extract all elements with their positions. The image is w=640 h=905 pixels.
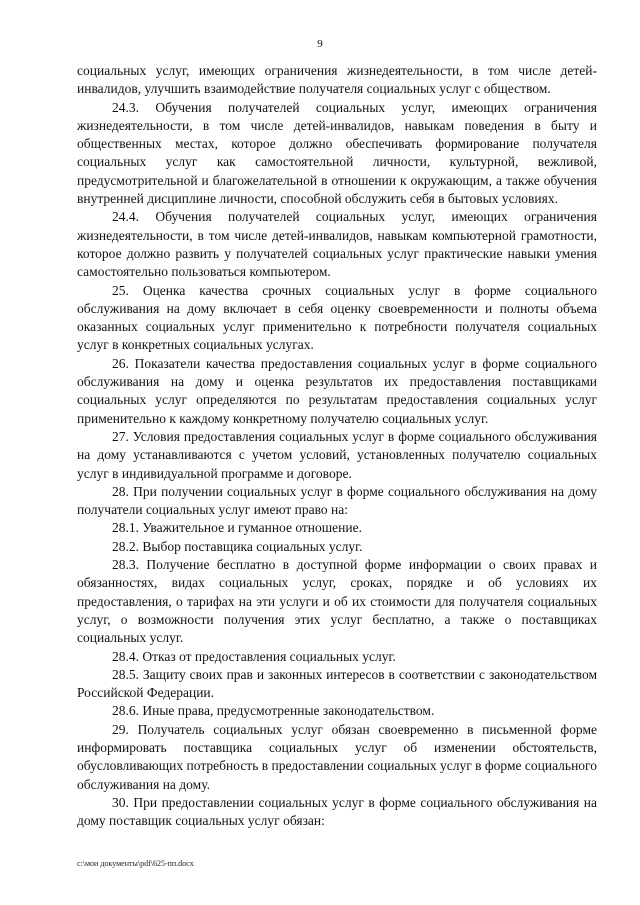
paragraph-continuation: социальных услуг, имеющих ограничения жизнедеятельности, в том числе детей-инвалидов, улучшить взаимодействие получателя социальных услуг с обществом. (77, 63, 597, 97)
paragraph-25: 25. Оценка качества срочных социальных услуг в форме социального обслуживания на дому включает в себя оценку своевременности и полноты объема оказанных социальных услуг применительно к потребности получателя социальных услуг в конкретных социальных услугах. (77, 282, 597, 353)
paragraph-24-4: 24.4. Обучения получателей социальных услуг, имеющих ограничения жизнедеятельности, в том числе детей-инвалидов, навыкам компьютерной грамотности, которое должно развить у получателей социальных услуг практические навыки умения самостоятельно пользоваться компьютером. (77, 209, 597, 280)
paragraph-28: 28. При получении социальных услуг в форме социального обслуживания на дому получатели социальных услуг имеют право на: (77, 483, 597, 518)
paragraph-30: 30. При предоставлении социальных услуг в форме социального обслуживания на дому поставщик социальных услуг обязан: (77, 794, 597, 829)
paragraph-26: 26. Показатели качества предоставления социальных услуг в форме социального обслуживания на дому и оценка результатов их предоставления поставщиками социальных услуг определяются по результатам предоставления социальных услуг применительно к каждому конкретному получателю социальных услуг. (77, 355, 597, 426)
paragraph-28-1: 28.1. Уважительное и гуманное отношение. (112, 520, 362, 536)
paragraph-28-5: 28.5. Защиту своих прав и законных интересов в соответствии с законодательством Российской Федерации. (77, 666, 597, 701)
paragraph-28-2: 28.2. Выбор поставщика социальных услуг. (112, 538, 363, 554)
paragraph-27: 27. Условия предоставления социальных услуг в форме социального обслуживания на дому устанавливаются с учетом условий, установленных получателю социальных услуг в индивидуальной программе и договоре. (77, 428, 597, 481)
paragraph-29: 29. Получатель социальных услуг обязан своевременно в письменной форме информировать поставщика социальных услуг об изменении обстоятельств, обусловливающих потребность в предоставлении социальных услуг в форме социального обслуживания на дому. (77, 721, 597, 792)
paragraph-28-6: 28.6. Иные права, предусмотренные законодательством. (112, 703, 435, 719)
paragraph-28-4: 28.4. Отказ от предоставления социальных услуг. (112, 648, 396, 664)
paragraph-24-3: 24.3. Обучения получателей социальных услуг, имеющих ограничения жизнедеятельности, в том числе детей-инвалидов, навыкам поведения в быту и общественных местах, которое должно обеспечивать формирование получателя социальных услуг как самостоятельной личности, культурной, вежливой, предусмотрительной и благожелательной в отношении к окружающим, а также обучения внутренней дисциплине личности, способной обслужить себя в бытовых условиях. (77, 99, 597, 207)
document-body (77, 62, 597, 830)
page-number: 9 (317, 38, 323, 50)
paragraph-28-3: 28.3. Получение бесплатно в доступной форме информации о своих правах и обязанностях, видах социальных услуг, сроках, порядке и об условиях их предоставления, о тарифах на эти услуги и об их стоимости для получателя социальных услуг, о возможности получения этих услуг бесплатно, а также о поставщиках социальных услуг. (77, 557, 597, 646)
footer-file-path: c:\мои документы\pdf\625-пп.docx (77, 859, 194, 868)
